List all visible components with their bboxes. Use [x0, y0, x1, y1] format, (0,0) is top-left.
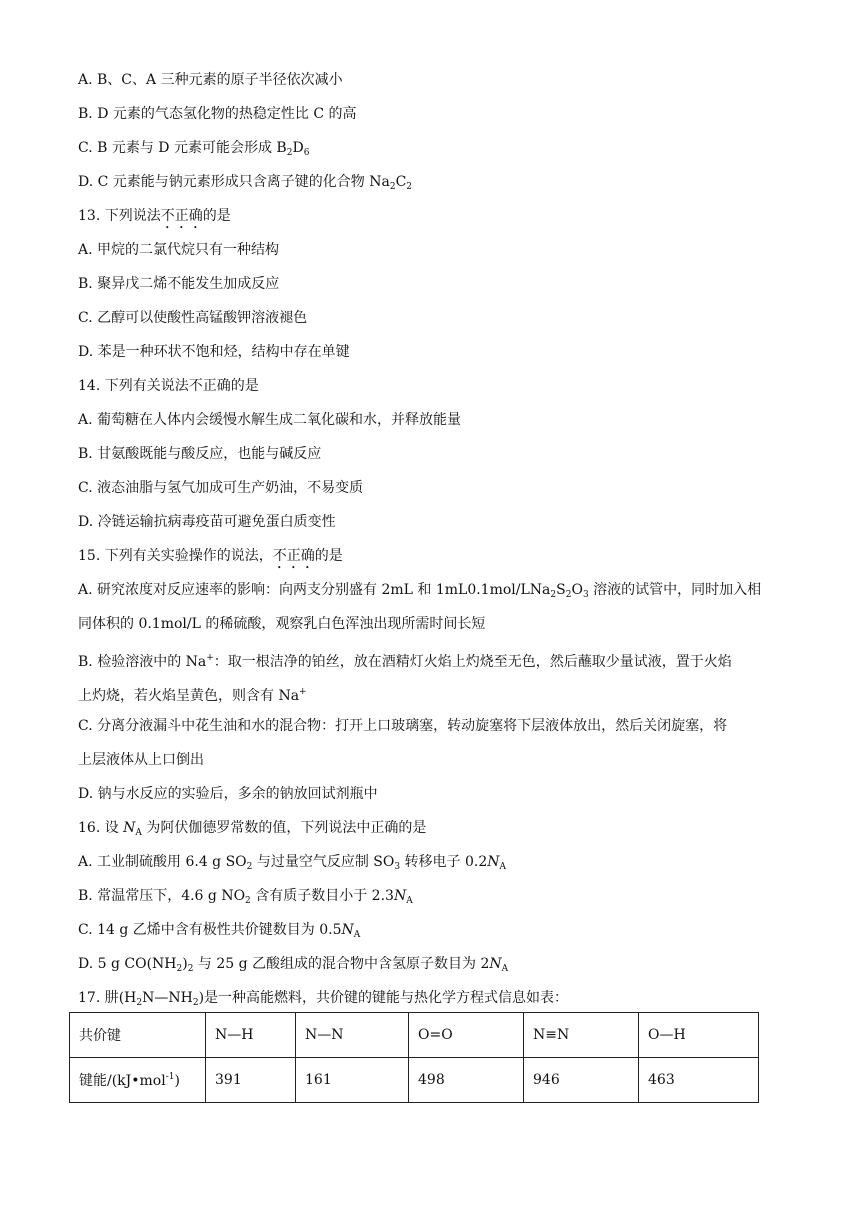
text-run: 16. 设 [78, 820, 124, 836]
question-stem [78, 376, 259, 396]
subscript: 2 [406, 182, 413, 192]
text-run: N [489, 956, 502, 972]
subscript: 2 [550, 590, 557, 600]
text-run: 15. 下列有关实验操作的说法， [78, 548, 273, 564]
text-run: C. 乙醇可以使酸性高锰酸钾溶液褪色 [78, 310, 308, 326]
text-run: N [393, 888, 407, 904]
emphasis-text: 不正确 [272, 548, 315, 564]
text-run: 与 25 g 乙酸组成的混合物中含氢原子数目为 2 [193, 956, 490, 972]
subscript: 6 [303, 148, 310, 158]
text-run: 同体积的 0.1mol/L 的稀硫酸，观察乳白色浑浊出现所需时间长短 [78, 616, 486, 632]
text-line [78, 478, 363, 498]
text-run: A. 工业制硫酸用 6.4 g SO [78, 854, 247, 870]
text-run: A. 葡萄糖在人体内会缓慢水解生成二氧化碳和水，并释放能量 [78, 412, 462, 428]
superscript: + [206, 653, 214, 663]
subscript: A [135, 828, 142, 838]
text-run: 含有质子数目小于 2.3 [250, 888, 394, 904]
text-line [78, 308, 307, 328]
text-run: D. C 元素能与钠元素形成只含离子键的化合物 Na [78, 174, 390, 190]
bond-cell: N—H [206, 1013, 296, 1058]
text-run: 的是 [314, 548, 343, 564]
text-run: A. 研究浓度对反应速率的影响：向两支分别盛有 2mL 和 1mL0.1mol/LNa [78, 582, 551, 598]
text-run: B. 检验溶液中的 Na [78, 654, 207, 670]
subscript: A [353, 930, 361, 940]
subscript: A [501, 964, 509, 974]
table-header-cell: 共价键 [70, 1013, 206, 1058]
text-run: B. 聚异戊二烯不能发生加成反应 [78, 276, 280, 292]
energy-cell: 946 [524, 1058, 639, 1103]
subscript: 2 [286, 148, 293, 158]
text-run: C [395, 174, 407, 190]
text-run: ) [182, 956, 188, 972]
subscript: 2 [246, 862, 253, 872]
text-line [78, 682, 307, 706]
question-stem [78, 818, 426, 843]
subscript: A [499, 862, 507, 872]
text-line [78, 580, 761, 605]
text-run: C. 液态油脂与氢气加成可生产奶油，不易变质 [78, 480, 364, 496]
energy-label-prefix: 键能/(kJ•mol [79, 1073, 166, 1089]
energy-label-exponent: -1 [165, 1072, 175, 1082]
bond-energy-table [69, 1012, 759, 1103]
energy-cell: 391 [206, 1058, 296, 1103]
energy-cell: 498 [409, 1058, 524, 1103]
text-line [78, 172, 412, 197]
subscript: 2 [187, 964, 194, 974]
subscript: 2 [136, 998, 143, 1008]
text-run: B. D 元素的气态氢化物的热稳定性比 C 的高 [78, 106, 357, 122]
text-run: C. 分离分液漏斗中花生油和水的混合物：打开上口玻璃塞，转动旋塞将下层液体放出，然后关闭旋塞，将 [78, 718, 728, 734]
text-line [78, 240, 279, 260]
energy-cell: 463 [639, 1058, 759, 1103]
text-line [78, 410, 461, 430]
superscript: + [299, 687, 307, 697]
text-line [78, 342, 350, 362]
text-run: D. 冷链运输抗病毒疫苗可避免蛋白质变性 [78, 514, 336, 530]
text-run: D. 5 g CO(NH [78, 956, 177, 972]
text-run: N [341, 922, 354, 938]
text-run: 转移电子 0.2 [400, 854, 488, 870]
text-line [78, 104, 356, 124]
text-line [78, 716, 727, 736]
text-run: N [487, 854, 500, 870]
text-run: ：取一根洁净的铂丝，放在酒精灯火焰上灼烧至无色，然后蘸取少量试液，置于火焰 [213, 654, 732, 670]
bond-cell: N—N [296, 1013, 409, 1058]
text-run: D [292, 140, 304, 156]
question-stem [78, 546, 343, 572]
bond-cell: O=O [409, 1013, 524, 1058]
text-line [78, 512, 336, 532]
question-stem [78, 988, 568, 1013]
text-run: N [123, 820, 136, 836]
text-run: 为阿伏伽德罗常数的值，下列说法中正确的是 [141, 820, 427, 836]
subscript: 2 [389, 182, 396, 192]
text-line [78, 954, 508, 979]
energy-label-cell [70, 1058, 206, 1103]
text-run: 与过量空气反应制 SO [252, 854, 395, 870]
subscript: 3 [394, 862, 401, 872]
text-run: 14. 下列有关说法不正确的是 [78, 378, 259, 394]
subscript: 2 [245, 896, 251, 906]
text-line [78, 852, 506, 877]
bond-cell: N≡N [524, 1013, 639, 1058]
subscript: 2 [192, 998, 199, 1008]
text-run: 上灼烧，若火焰呈黄色，则含有 Na [78, 688, 300, 704]
energy-cell: 161 [296, 1058, 409, 1103]
text-line [78, 648, 732, 672]
text-run: C. B 元素与 D 元素可能会形成 B [78, 140, 287, 156]
text-run: C. 14 g 乙烯中含有极性共价键数目为 0.5 [78, 922, 342, 938]
subscript: A [406, 896, 413, 906]
text-run: 17. 肼(H [78, 990, 137, 1006]
text-run: 13. 下列说法 [78, 208, 161, 224]
text-line [78, 70, 343, 90]
text-run: N—NH [142, 990, 193, 1006]
text-run: )是一种高能燃料，共价键的键能与热化学方程式信息如表： [198, 990, 569, 1006]
text-run: S [556, 582, 566, 598]
text-run: D. 苯是一种环状不饱和烃，结构中存在单键 [78, 344, 350, 360]
text-run: 的是 [202, 208, 231, 224]
text-run: O [571, 582, 583, 598]
text-line [78, 138, 309, 163]
text-line [78, 274, 279, 294]
text-line [78, 886, 413, 911]
text-run: B. 常温常压下，4.6 g NO [78, 888, 246, 904]
table-row [70, 1058, 759, 1103]
bond-cell: O—H [639, 1013, 759, 1058]
table-row [70, 1013, 759, 1058]
energy-label-suffix: ) [174, 1073, 180, 1089]
text-line [78, 444, 321, 464]
text-line [78, 920, 360, 945]
text-run: A. B、C、A 三种元素的原子半径依次减小 [78, 72, 343, 88]
text-line [78, 750, 204, 770]
emphasis-text: 不正确 [160, 208, 203, 224]
text-run: 溶液的试管中，同时加入相 [588, 582, 762, 598]
text-run: 上层液体从上口倒出 [78, 752, 204, 768]
subscript: 2 [176, 964, 183, 974]
question-stem [78, 206, 231, 232]
subscript: 3 [582, 590, 589, 600]
text-line [78, 784, 378, 804]
text-run: A. 甲烷的二氯代烷只有一种结构 [78, 242, 280, 258]
text-run: D. 钠与水反应的实验后，多余的钠放回试剂瓶中 [78, 786, 378, 802]
text-line [78, 614, 485, 634]
text-run: B. 甘氨酸既能与酸反应，也能与碱反应 [78, 446, 322, 462]
subscript: 2 [565, 590, 572, 600]
